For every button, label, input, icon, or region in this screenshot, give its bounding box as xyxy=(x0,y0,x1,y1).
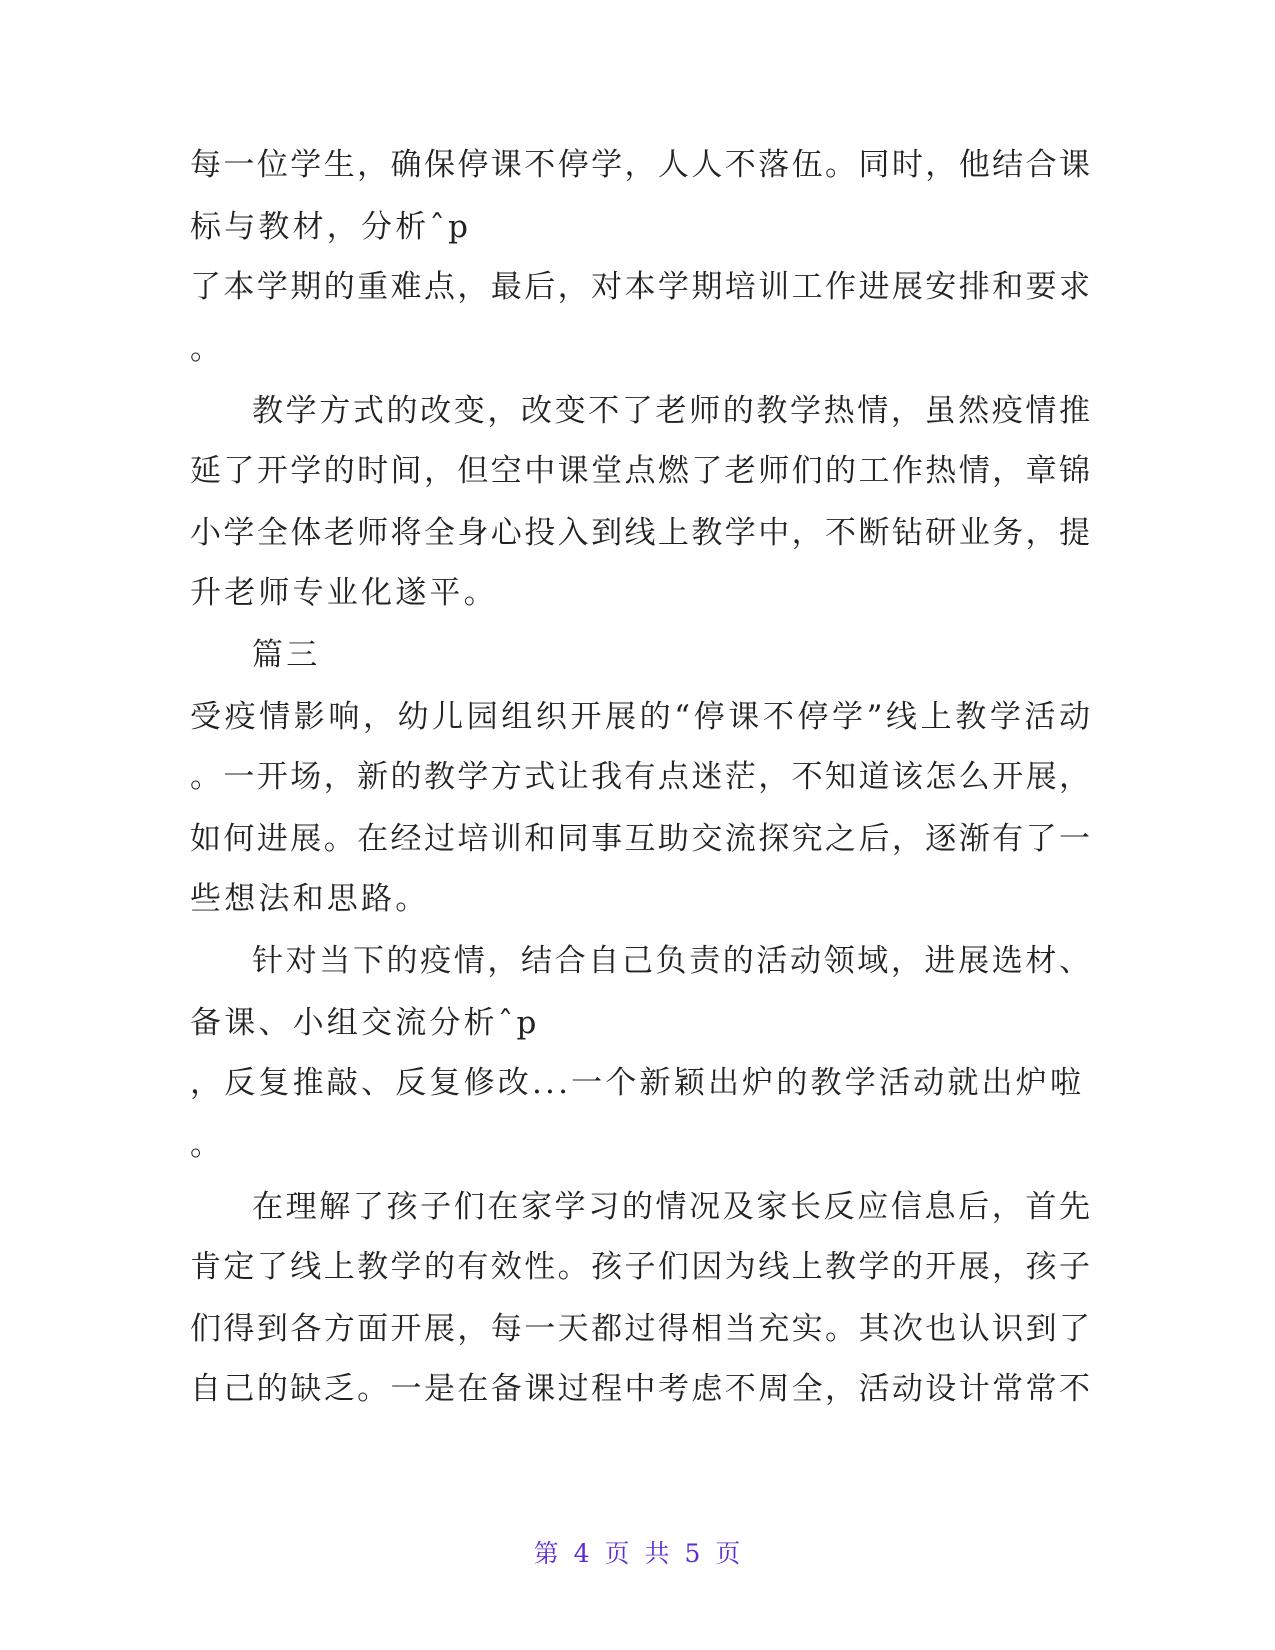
footer-page-prefix: 第 xyxy=(533,1539,560,1568)
footer-page-number: 4 xyxy=(573,1539,591,1568)
text-line: 在理解了孩子们在家学习的情况及家长反应信息后，首先 xyxy=(252,1189,1090,1225)
text-line: 针对当下的疫情，结合自己负责的活动领域，进展选材、 xyxy=(252,943,1090,979)
footer-page-mid: 页 xyxy=(604,1539,631,1568)
text-line: 受疫情影响，幼儿园组织开展的“停课不停学”线上教学活动 xyxy=(190,699,1090,735)
text-line: 自己的缺乏。一是在备课过程中考虑不周全，活动设计常常不 xyxy=(190,1371,1090,1407)
text-line: 肯定了线上教学的有效性。孩子们因为线上教学的开展，孩子 xyxy=(190,1249,1090,1285)
text-line: 升老师专业化遂平。 xyxy=(190,575,498,611)
text-line: ，反复推敲、反复修改...一个新颖出炉的教学活动就出炉啦 xyxy=(190,1065,1085,1101)
text-line: 。一开场，新的教学方式让我有点迷茫，不知道该怎么开展， xyxy=(190,759,1090,795)
text-line: 小学全体老师将全身心投入到线上教学中，不断钻研业务，提 xyxy=(190,515,1090,551)
page-footer xyxy=(0,1538,1275,1570)
text-line: 每一位学生，确保停课不停学，人人不落伍。同时，他结合课 xyxy=(190,147,1090,183)
footer-total-suffix: 页 xyxy=(715,1539,742,1568)
text-line: 备课、小组交流分析ˆp xyxy=(190,1005,540,1041)
text-line: 教学方式的改变，改变不了老师的教学热情，虽然疫情推 xyxy=(252,393,1090,429)
text-line: 。 xyxy=(190,1127,225,1163)
footer-total-pages: 5 xyxy=(684,1539,702,1568)
text-line: 了本学期的重难点，最后，对本学期培训工作进展安排和要求 xyxy=(190,269,1090,305)
text-line: 标与教材，分析ˆp xyxy=(190,209,472,245)
text-line: 些想法和思路。 xyxy=(190,881,430,917)
text-line: 们得到各方面开展，每一天都过得相当充实。其次也认识到了 xyxy=(190,1311,1090,1347)
section-heading: 篇三 xyxy=(252,637,321,673)
text-line: 如何进展。在经过培训和同事互助交流探究之后，逐渐有了一 xyxy=(190,821,1090,857)
footer-total-prefix: 共 xyxy=(644,1539,671,1568)
text-line: 。 xyxy=(190,331,225,367)
text-line: 延了开学的时间，但空中课堂点燃了老师们的工作热情，章锦 xyxy=(190,453,1090,489)
